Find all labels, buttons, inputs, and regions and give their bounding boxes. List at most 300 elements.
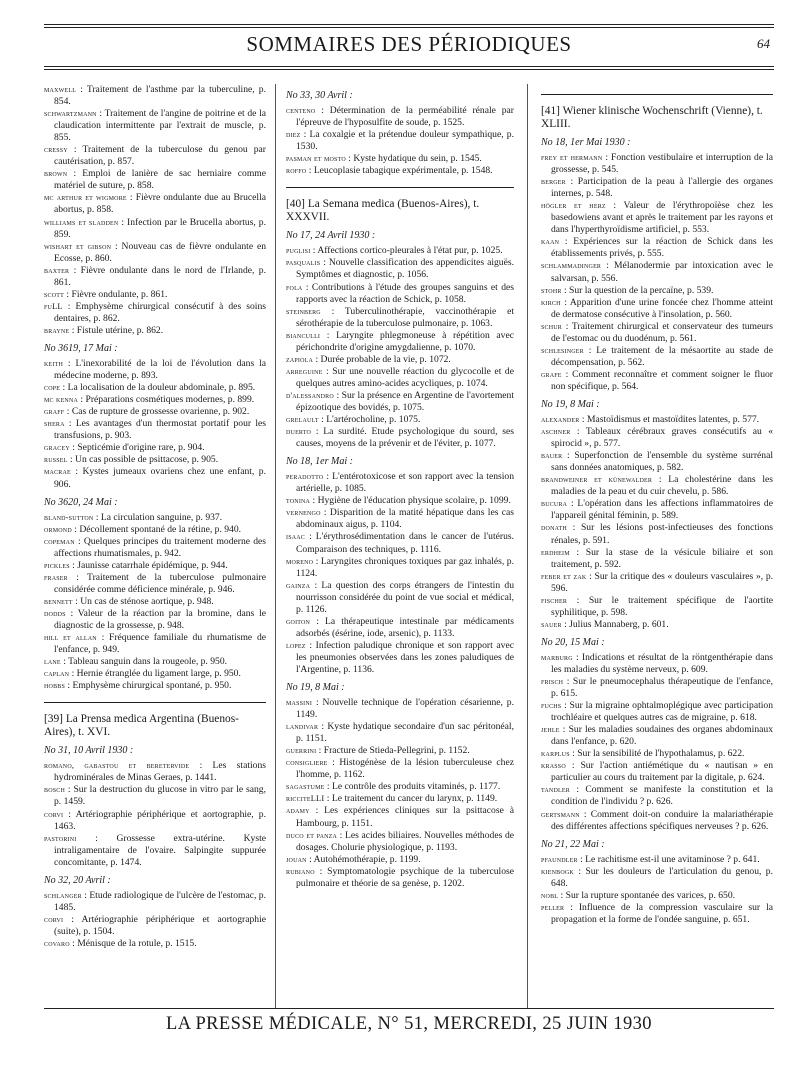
entry-author: isaac [286, 532, 306, 542]
entry-author: maxwell [44, 85, 77, 94]
entry-author: grafe [541, 369, 562, 379]
entry-title: Les stations hydrominérales de Minas Geraes, p. 1441. [54, 760, 266, 784]
entry-title: Nouvelle classification des appendicites aiguës. Symptômes et diagnostic, p. 1056. [296, 257, 514, 281]
summary-entry: goiton : La thérapeutique intestinale par médicaments adsorbés (ésérine, iode, arsenic), p. 1133. [286, 615, 514, 639]
journal-title: [41] Wiener klinische Wochenschrift (Vienne), t. XLIII. [541, 105, 763, 130]
summary-entry: centeno : Détermination de la perméabilité rénale par l'épreuve de l'hyposulfite de soude, p. 1525. [286, 105, 514, 129]
entry-author: adamy [286, 806, 310, 816]
summary-entry: kirch : Apparition d'une urine foncée chez l'homme atteint de dermatose consécutive à l'insolation, p. 560. [541, 296, 773, 320]
entry-title: Jaunisse catarrhale épidémique, p. 944. [77, 559, 228, 571]
entry-title: Sur la question de la percaïne, p. 539. [569, 284, 714, 296]
entry-title: Infection paludique chronique et son rapport avec les pneumonies observées dans les zones paludiques de l'Argentine, p. 1136. [296, 639, 514, 675]
entry-author: bennett [44, 596, 73, 606]
entry-author: stohr [541, 285, 562, 295]
entry-title: Les avantages d'un thermostat portatif pour les transfusions, p. 903. [54, 418, 266, 442]
summary-entry: macrae : Kystes jumeaux ovariens chez une enfant, p. 906. [44, 466, 266, 490]
entry-author: pasqualis [286, 258, 321, 268]
entry-title: Symptomatologie psychique de la tuberculose pulmonaire et théorie de sa genèse, p. 1202. [296, 865, 514, 889]
entry-title: Sur la destruction du glucose in vitro par le sang, p. 1459. [54, 784, 266, 808]
entry-author: fuLL [44, 301, 63, 311]
issue-heading: No 17, 24 Avril 1930 : [286, 230, 376, 242]
summary-entry: gracey : Septicémie d'origine rare, p. 904. [44, 442, 205, 454]
summary-entry: scott : Fièvre ondulante, p. 861. [44, 288, 168, 300]
entry-author: kienbogk [541, 866, 574, 876]
summary-entry: krasso : Sur l'action antiémétique du « nautisan » en particulier au cours du traitement par la digitale, p. 624. [541, 760, 773, 784]
summary-entry: lane : Tableau sanguin dans la rougeole, p. 950. [44, 656, 228, 668]
entry-title: Kystes jumeaux ovariens chez une enfant, p. 906. [54, 466, 266, 490]
summary-entry: kaan : Expériences sur la réaction de Schick dans les établissements privés, p. 555. [541, 236, 773, 260]
summary-entry: karplus : Sur la sensibilité de l'hypothalamus, p. 622. [541, 748, 745, 760]
header-rule-bottom [44, 66, 774, 67]
entry-author: schlammadinger [541, 261, 602, 271]
journal-title: [39] La Prensa medica Argentina (Buenos-Aires), t. XVI. [44, 713, 239, 739]
entry-author: corvi [44, 914, 64, 924]
entry-author: högler et herz [541, 201, 606, 211]
entry-author: tandler [541, 785, 570, 795]
entry-title: Influence de la compression vasculaire sur la propagation et la forme de l'ondée sanguine, p. 651. [551, 901, 773, 925]
entry-author: sauer [541, 619, 562, 629]
entry-title: Fièvre ondulante dans le nord de l'Irlande, p. 861. [54, 264, 267, 288]
entry-author: zapiola [286, 354, 314, 364]
entry-author: russel [44, 455, 68, 465]
entry-title: Cas de rupture de grossesse ovarienne, p. 902. [71, 406, 250, 418]
entry-title: Tableau sanguin dans la rougeole, p. 950. [68, 656, 228, 668]
entry-title: Affections cortico-pleurales à l'état pur, p. 1025. [317, 245, 503, 257]
entry-author: nobl [541, 890, 559, 900]
entry-author: cope [44, 383, 61, 393]
entry-title: Indications et résultat de la röntgenthérapie dans les maladies du système nerveux, p. 609. [551, 651, 773, 675]
entry-title: Sur les maladies soudaines des organes abdominaux dans l'enfance, p. 620. [551, 724, 774, 748]
entry-author: peller [541, 902, 565, 912]
summary-entry: gainza : La question des corps étrangers de l'intestin du nourrisson considérée du point de vue social et médical, p. 1126. [286, 579, 514, 615]
entry-title: Participation de la peau à l'allergie des organes internes, p. 548. [551, 176, 773, 200]
entry-title: Emphysème chirurgical consécutif à des soins dentaires, p. 862. [54, 300, 266, 324]
entry-title: Grossesse extra-utérine. Kyste intraligamentaire de l'ovaire. Salpingite suppurée concomitante, p. 1474. [54, 832, 266, 868]
summary-entry: fischer : Sur le traitement spécifique de l'aortite syphilitique, p. 598. [541, 594, 773, 618]
summary-entry: sagastume : Le contrôle des produits vitaminés, p. 1177. [286, 781, 501, 793]
entry-title: Préparations cosmétiques modernes, p. 899. [85, 394, 255, 406]
summary-entry: sauer : Julius Mannaberg, p. 601. [541, 618, 669, 630]
entry-author: grelault [286, 415, 319, 425]
summary-entry: lopez : Infection paludique chronique et son rapport avec les pneumonies observées dans les zones paludiques de l'Argentine, p. 1136. [286, 639, 514, 675]
entry-title: Sur les douleurs de l'articulation du genou, p. 648. [551, 865, 773, 889]
entry-title: Fièvre ondulante, p. 861. [71, 288, 168, 300]
entry-author: krasso [541, 761, 566, 771]
summary-entry: tonina : Hygiène de l'éducation physique scolaire, p. 1099. [286, 495, 511, 507]
entry-title: Emphysème chirurgical spontané, p. 950. [72, 680, 232, 692]
entry-title: Durée probable de la vie, p. 1072. [320, 353, 451, 365]
summary-entry: brandweiner et künewalder : La cholestérine dans les maladies de la peau et du cuir chevelu, p. 586. [541, 474, 774, 498]
entry-author: diez [286, 130, 301, 140]
entry-author: pfaundler [541, 854, 578, 864]
summary-entry: puglisi : Affections cortico-pleurales à l'état pur, p. 1025. [286, 245, 503, 257]
summary-entry: pasman et mosto : Kyste hydatique du sein, p. 1545. [286, 153, 482, 165]
summary-entry: ormond : Décollement spontané de la rétine, p. 940. [44, 523, 242, 535]
summary-entry: marburg : Indications et résultat de la röntgenthérapie dans les maladies du système nerveux, p. 609. [541, 651, 773, 675]
entry-title: Sur la rupture spontanée des varices, p. 650. [565, 889, 736, 901]
entry-title: Contributions à l'étude des groupes sanguins et des rapports avec la réaction de Schick, p. 1058. [296, 281, 514, 305]
summary-entry: frisch : Sur le pneumocephalus thérapeutique de l'enfance, p. 615. [541, 676, 773, 700]
entry-author: romano, gabastou et beretervide [44, 761, 190, 771]
summary-entry: grafe : Comment reconnaître et comment soigner le fluor non spécifique, p. 564. [541, 368, 773, 392]
column-divider [275, 84, 276, 1008]
entry-title: Un cas de sténose aortique, p. 948. [80, 595, 214, 607]
summary-entry: fuLL : Emphysème chirurgical consécutif à des soins dentaires, p. 862. [44, 300, 266, 324]
summary-entry: gertsmann : Comment doit-on conduire la malariathérapie des différentes affections spécifiques nerveuses ? p. 626. [541, 808, 773, 832]
summary-entry: erdheim : Sur la stase de la vésicule biliaire et son traitement, p. 592. [541, 546, 774, 570]
summary-entry: peller : Influence de la compression vasculaire sur la propagation et la forme de l'ondée sanguine, p. 651. [541, 901, 773, 925]
entry-title: Traitement chirurgical et conservateur des tumeurs de l'estomac ou du duodénum, p. 561. [551, 320, 773, 344]
entry-title: Tuberculinothérapie, vaccinothérapie et sérothérapie de la tuberculose pulmonaire, p. 1063. [296, 305, 514, 329]
summary-entry: stohr : Sur la question de la percaïne, p. 539. [541, 284, 714, 296]
entry-title: Hygiène de l'éducation physique scolaire, p. 1099. [317, 495, 511, 507]
summary-entry: shera : Les avantages d'un thermostat portatif pour les transfusions, p. 903. [44, 418, 266, 442]
entry-title: La question des corps étrangers de l'intestin du nourrisson considérée du point de vue social et médical, p. 1126. [296, 579, 514, 615]
summary-entry: peradotto : L'entérotoxicose et son rapport avec la tension artérielle, p. 1085. [286, 471, 514, 495]
journal-section [286, 187, 514, 224]
summary-entry: ricciteLLI : Le traitement du cancer du larynx, p. 1149. [286, 793, 498, 805]
entry-title: Laryngite phlegmoneuse à répétition avec périchondrite d'origine amygdalienne, p. 1070. [296, 329, 514, 353]
entry-author: brown [44, 169, 68, 179]
summary-entry: högler et herz : Valeur de l'érythropoïèse chez les basedowiens avant et après le traitement par les rayons et dans l'hyperthyroïdisme artificiel, p. 553. [541, 200, 773, 236]
entry-author: baxter [44, 265, 70, 275]
entry-author: brayne [44, 325, 70, 335]
issue-heading: No 19, 8 Mai : [541, 398, 600, 410]
entry-title: Disparition de la matité hépatique dans les cas abdominaux aigus, p. 1104. [296, 507, 514, 531]
entry-title: Leucoplasie tabagique expérimentale, p. 1548. [313, 165, 493, 177]
summary-entry: fuchs : Sur la migraine ophtalmoplégique avec participation trochléaire et quelques autres cas de migraine, p. 618. [541, 700, 773, 724]
summary-entry: mc kenna : Préparations cosmétiques modernes, p. 899. [44, 394, 255, 406]
entry-title: Septicémie d'origine rare, p. 904. [77, 442, 205, 454]
summary-entry: kienbogk : Sur les douleurs de l'articulation du genou, p. 648. [541, 865, 773, 889]
entry-author: vernengo [286, 508, 321, 518]
summary-entry: aschner : Tableaux cérébraux graves consécutifs au « spirocid », p. 577. [541, 426, 774, 450]
page-number: 64 [757, 36, 770, 51]
summary-entry: steinberg : Tuberculinothérapie, vaccinothérapie et sérothérapie de la tuberculose pulmonaire, p. 1063. [286, 305, 514, 329]
entry-author: d'alessandro [286, 390, 334, 400]
summary-entry: consigliere : Histogénèse de la lésion tuberculeuse chez l'homme, p. 1162. [286, 757, 514, 781]
entry-title: La surdité. Etude psychologique du sourd, ses causes, moyens de la prévenir et de l'éviter, p. 1077. [296, 426, 514, 450]
entry-title: Comment reconnaître et comment soigner le fluor non spécifique, p. 564. [551, 368, 773, 392]
entry-author: gracey [44, 443, 70, 453]
summary-entry: landivar : Kyste hydatique secondaire d'un sac péritonéal, p. 1151. [286, 721, 514, 745]
entry-title: Ménisque de la rotule, p. 1515. [77, 938, 197, 949]
entry-title: L'entérotoxicose et son rapport avec la tension artérielle, p. 1085. [296, 471, 514, 495]
page-title: SOMMAIRES DES PÉRIODIQUES [246, 32, 572, 56]
entry-author: fuchs [541, 701, 562, 711]
issue-heading: No 3619, 17 Mai : [44, 342, 118, 354]
entry-author: erdheim [541, 547, 570, 557]
entry-author: bland-sutton [44, 512, 94, 522]
entry-title: La coxalgie et la prétendue douleur sympathique, p. 1530. [296, 129, 514, 153]
summary-entry: hobbs : Emphysème chirurgical spontané, p. 950. [44, 680, 232, 692]
entry-author: schlesinger [541, 345, 584, 355]
entry-title: La localisation de la douleur abdominale, p. 895. [67, 382, 256, 394]
entry-author: ricciteLLI [286, 794, 325, 804]
summary-entry: pickles : Jaunisse catarrhale épidémique, p. 944. [44, 559, 228, 571]
summary-entry: covaro : Ménisque de la rotule, p. 1515. [44, 938, 197, 949]
summary-entry: brayne : Fistule utérine, p. 862. [44, 324, 164, 336]
summary-entry: frey et hermann : Fonction vestibulaire et interruption de la grossesse, p. 545. [541, 152, 773, 176]
entry-title: Traitement de l'asthme par la tuberculine, p. 854. [54, 84, 266, 108]
entry-author: hobbs [44, 681, 66, 691]
entry-author: ormond [44, 524, 72, 534]
entry-author: berger [541, 177, 566, 187]
summary-entry: bennett : Un cas de sténose aortique, p. 948. [44, 595, 214, 607]
entry-title: Laryngites chroniques toxiques par gaz inhalés, p. 1124. [296, 555, 515, 579]
entry-title: Kyste hydatique du sein, p. 1545. [353, 153, 482, 165]
entry-title: L'érythrosédimentation dans le cancer de l'utérus. Comparaison des techniques, p. 1116. [296, 531, 514, 555]
journal-section [44, 702, 266, 739]
entry-author: kirch [541, 297, 561, 307]
issue-heading: No 19, 8 Mai : [286, 682, 345, 694]
entry-title: Fièvre ondulante due au Brucella abortus, p. 858. [54, 192, 267, 216]
header-rule-top-thin [44, 27, 774, 28]
entry-title: Infection par le Brucella abortus, p. 859. [54, 216, 266, 240]
entry-author: shera [44, 419, 65, 429]
summary-entry: hill et allan : Fréquence familiale du rhumatisme de l'enfance, p. 949. [44, 632, 266, 656]
summary-entry: bucura : L'opération dans les affections inflammatoires de l'appareil génital féminin, p. 589. [541, 498, 773, 522]
summary-entry: bauer : Superfonction de l'ensemble du système surrénal sans données anatomiques, p. 582. [541, 450, 773, 474]
summary-entry: zapiola : Durée probable de la vie, p. 1072. [286, 353, 451, 365]
entry-author: karplus [541, 749, 570, 759]
entry-title: Sur le pneumocephalus thérapeutique de l'enfance, p. 615. [551, 676, 773, 700]
issue-heading: No 20, 15 Mai : [541, 636, 605, 648]
summary-entry: massini : Nouvelle technique de l'opération césarienne, p. 1149. [286, 697, 515, 721]
entry-author: mc arthur et wigmore [44, 193, 127, 203]
header-rule-bottom-thin [44, 69, 774, 70]
header-rule-top [44, 24, 774, 25]
entry-author: sagastume [286, 782, 325, 792]
summary-entry: bosch : Sur la destruction du glucose in vitro par le sang, p. 1459. [44, 784, 266, 808]
entry-author: goiton [286, 616, 311, 626]
summary-entry: pastorini : Grossesse extra-utérine. Kyste intraligamentaire de l'ovaire. Salpingite suppurée concomitante, p. 1474. [44, 832, 266, 868]
summary-entry: diez : La coxalgie et la prétendue douleur sympathique, p. 1530. [286, 129, 514, 153]
summary-entry: williams et sladden : Infection par le Brucella abortus, p. 859. [44, 216, 266, 240]
entry-author: pasman et mosto [286, 154, 346, 164]
entry-title: Valeur de l'érythropoïèse chez les basedowiens avant et après le traitement par les rayons et dans l'hyperthyroïdisme artificiel, p. 553. [551, 200, 773, 236]
entry-author: mc kenna [44, 395, 79, 405]
entry-author: jouan [286, 854, 307, 864]
summary-entry: cressy : Traitement de la tuberculose du genou par cautérisation, p. 857. [44, 144, 266, 168]
entry-author: bucura [541, 499, 568, 509]
summary-entry: graff : Cas de rupture de grossesse ovarienne, p. 902. [44, 406, 250, 418]
entry-title: Artériographie périphérique et aortographie (suite), p. 1504. [54, 913, 266, 937]
entry-author: kaan [541, 237, 560, 247]
entry-title: Emploi de lanière de sac herniaire comme matériel de suture, p. 858. [54, 168, 266, 192]
issue-heading: No 33, 30 Avril : [286, 90, 353, 101]
summary-entry: caplan : Hernie étranglée du ligament large, p. 950. [44, 668, 241, 680]
summary-entry: feber et zak : Sur la critique des « douleurs vasculaires », p. 596. [541, 570, 774, 594]
entry-author: schwartzmann [44, 109, 97, 119]
entry-title: Décollement spontané de la rétine, p. 940. [79, 523, 242, 535]
entry-title: Sur la présence en Argentine de l'avortement épizootique des bovidés, p. 1075. [296, 389, 515, 413]
entry-author: bosch [44, 785, 66, 795]
entry-author: lane [44, 657, 61, 667]
summary-entry: berger : Participation de la peau à l'allergie des organes internes, p. 548. [541, 176, 773, 200]
entry-title: Mastoïdismus et mastoïdites latentes, p. 577. [586, 414, 760, 426]
entry-author: gertsmann [541, 809, 580, 819]
entry-author: massini [286, 698, 313, 708]
footer-rule [44, 1008, 774, 1009]
entry-title: L'artérocholine, p. 1075. [326, 414, 421, 426]
entry-author: centeno [286, 106, 316, 116]
issue-heading: No 18, 1er Mai : [286, 456, 353, 468]
entry-title: Comment se manifeste la constitution et la condition de l'individu ? p. 626. [551, 784, 773, 808]
entry-title: Détermination de la perméabilité rénale par l'épreuve de l'hyposulfite de soude, p. 1525. [296, 105, 514, 129]
entry-author: wishart et gibson [44, 241, 112, 251]
summary-entry: copeman : Quelques principes du traitement moderne des affections rhumatismales, p. 942. [44, 535, 267, 559]
summary-entry: brown : Emploi de lanière de sac herniaire comme matériel de suture, p. 858. [44, 168, 266, 192]
entry-title: Fistule utérine, p. 862. [76, 324, 164, 336]
summary-entry: adamy : Les expériences cliniques sur la psittacose à Hambourg, p. 1151. [286, 805, 514, 829]
entry-author: aschner [541, 427, 571, 437]
summary-entry: alexander : Mastoïdismus et mastoïdites latentes, p. 577. [541, 414, 760, 426]
entry-title: La thérapeutique intestinale par médicaments adsorbés (ésérine, iode, arsenic), p. 1133. [296, 615, 514, 639]
entry-author: duerto [286, 427, 312, 437]
entry-title: Apparition d'une urine foncée chez l'homme atteint de dermatose consécutive à l'insolation, p. 560. [551, 296, 773, 320]
summary-entry: dodds : Valeur de la réaction par la bromine, dans le diagnostic de la grossesse, p. 948. [44, 607, 267, 632]
entry-title: Traitement de l'angine de poitrine et de la claudication intermittente par l'extrait de muscle, p. 855. [54, 108, 266, 144]
entry-author: frey et hermann [541, 153, 603, 163]
entry-title: Traitement de la tuberculose du genou par cautérisation, p. 857. [54, 144, 266, 168]
journal-title: [40] La Semana medica (Buenos-Aires), t. XXXVII. [286, 198, 480, 224]
entry-author: lopez [286, 640, 306, 650]
entry-title: Sur la stase de la vésicule biliaire et son traitement, p. 592. [551, 546, 774, 570]
entry-title: Mélanodermie par intoxication avec le salvarsan, p. 556. [551, 260, 773, 284]
summary-entry: russel : Un cas possible de psittacose, p. 905. [44, 454, 219, 466]
entry-title: L'opération dans les affections inflammatoires de l'appareil génital féminin, p. 589. [551, 498, 773, 522]
summary-entry: cope : La localisation de la douleur abdominale, p. 895. [44, 382, 256, 394]
entry-title: Kyste hydatique secondaire d'un sac péritonéal, p. 1151. [296, 721, 514, 745]
journal-section [541, 94, 773, 131]
entry-title: Un cas possible de psittacose, p. 905. [75, 454, 219, 466]
entry-title: Etude radiologique de l'ulcère de l'estomac, p. 1485. [54, 889, 266, 913]
footer-text: LA PRESSE MÉDICALE, N° 51, MERCREDI, 25 JUIN 1930 [166, 1014, 652, 1034]
entry-title: Sur une nouvelle réaction du glycocolle et de quelques autres amino-acides acycliques, p. 1074. [296, 365, 514, 389]
entry-author: fischer [541, 595, 568, 605]
entry-author: roffo [286, 166, 307, 176]
entry-author: schlanger [44, 890, 82, 900]
issue-heading: No 18, 1er Mai 1930 : [541, 137, 631, 148]
entry-author: moreno [286, 556, 314, 566]
entry-author: pickles [44, 560, 70, 570]
entry-author: guerrini [286, 746, 317, 756]
summary-entry: isaac : L'érythrosédimentation dans le cancer de l'utérus. Comparaison des techniques, p. 1116. [286, 531, 514, 555]
summary-entry: donath : Sur les lésions post-infectieuses des fonctions rénales, p. 591. [541, 522, 774, 546]
summary-entry: corvi : Artériographie périphérique et aortographie, p. 1463. [44, 808, 267, 832]
summary-entry: vernengo : Disparition de la matité hépatique dans les cas abdominaux aigus, p. 1104. [286, 507, 514, 531]
summary-entry: jouan : Autohémothérapie, p. 1199. [286, 853, 421, 865]
entry-title: Le traitement de la mésaortite au stade de décompensation, p. 562. [551, 344, 773, 368]
entry-author: landivar [286, 722, 319, 732]
entry-title: Sur le traitement spécifique de l'aortite syphilitique, p. 598. [551, 594, 773, 618]
entry-title: Expériences sur la réaction de Schick dans les établissements privés, p. 555. [551, 236, 773, 260]
summary-entry: grelault : L'artérocholine, p. 1075. [286, 414, 421, 426]
entry-title: Quelques principes du traitement moderne des affections rhumatismales, p. 942. [54, 535, 267, 559]
entry-author: consigliere [286, 758, 328, 768]
entry-title: Hernie étranglée du ligament large, p. 950. [76, 668, 241, 680]
summary-entry: pfaundler : Le rachitisme est-il une avitaminose ? p. 641. [541, 853, 760, 865]
summary-entry: duco et panza : Les acides biliaires. Nouvelles méthodes de dosages. Cholurie physiologique, p. 1193. [286, 829, 514, 853]
entry-title: Julius Mannaberg, p. 601. [569, 618, 669, 630]
entry-author: hill et allan [44, 633, 97, 643]
summary-entry: guerrini : Fracture de Stieda-Pellegrini, p. 1152. [286, 745, 470, 757]
entry-author: scott [44, 289, 65, 299]
entry-title: Tableaux cérébraux graves consécutifs au « spirocid », p. 577. [551, 426, 774, 450]
entry-author: copeman [44, 536, 75, 546]
entry-title: Sur l'action antiémétique du « nautisan » en particulier au cours du traitement par la digitale, p. 624. [551, 760, 773, 784]
entry-author: pastorini [44, 833, 77, 843]
entry-author: cressy [44, 145, 68, 155]
entry-title: Valeur de la réaction par la bromine, dans le diagnostic de la grossesse, p. 948. [54, 607, 267, 632]
entry-author: macrae [44, 467, 71, 477]
entry-author: marburg [541, 652, 573, 662]
summary-entry: schlammadinger : Mélanodermie par intoxication avec le salvarsan, p. 556. [541, 260, 773, 284]
summary-entry: jehle : Sur les maladies soudaines des organes abdominaux dans l'enfance, p. 620. [541, 724, 774, 748]
summary-entry: schlanger : Etude radiologique de l'ulcère de l'estomac, p. 1485. [44, 889, 266, 913]
summary-entry: tandler : Comment se manifeste la constitution et la condition de l'individu ? p. 626. [541, 784, 773, 808]
entry-title: Fracture de Stieda-Pellegrini, p. 1152. [323, 745, 470, 757]
issue-heading: No 31, 10 Avril 1930 : [44, 745, 134, 757]
summary-entry: mc arthur et wigmore : Fièvre ondulante due au Brucella abortus, p. 858. [44, 192, 267, 216]
entry-title: La circulation sanguine, p. 937. [100, 511, 223, 523]
entry-title: Fréquence familiale du rhumatisme de l'enfance, p. 949. [54, 632, 266, 656]
entry-author: jehle [541, 725, 560, 735]
entry-author: fraser [44, 572, 68, 582]
entry-title: Sur les lésions post-infectieuses des fonctions rénales, p. 591. [551, 522, 774, 546]
entry-title: L'inexorabilité de la loi de l'évolution dans la médecine moderne, p. 893. [54, 358, 266, 382]
entry-author: donath [541, 523, 567, 533]
summary-entry: arreguine : Sur une nouvelle réaction du glycocolle et de quelques autres amino-acides acycliques, p. 1074. [286, 365, 514, 389]
entry-author: steinberg [286, 306, 321, 316]
summary-entry: maxwell : Traitement de l'asthme par la tuberculine, p. 854. [44, 84, 266, 108]
entry-author: duco et panza [286, 830, 338, 840]
entry-title: Sur la sensibilité de l'hypothalamus, p. 622. [577, 748, 745, 760]
summary-entry: schwartzmann : Traitement de l'angine de poitrine et de la claudication intermittente par l'extrait de muscle, p. 855. [44, 108, 266, 144]
summary-entry: duerto : La surdité. Etude psychologique du sourd, ses causes, moyens de la prévenir et de l'éviter, p. 1077. [286, 426, 514, 450]
entry-title: Le rachitisme est-il une avitaminose ? p. 641. [585, 853, 760, 865]
entry-author: frisch [541, 677, 564, 687]
entry-author: bianculli [286, 330, 321, 340]
entry-title: Histogénèse de la lésion tuberculeuse chez l'homme, p. 1162. [296, 757, 514, 781]
entry-author: graff [44, 407, 65, 417]
summary-entry: baxter : Fièvre ondulante dans le nord de l'Irlande, p. 861. [44, 264, 267, 288]
issue-heading: No 3620, 24 Mai : [44, 496, 118, 508]
entry-author: keith [44, 359, 63, 369]
summary-entry: romano, gabastou et beretervide : Les stations hydrominérales de Minas Geraes, p. 1441. [44, 760, 266, 784]
entry-title: Comment doit-on conduire la malariathérapie des différentes affections spécifiques nerveuses ? p. 626. [551, 808, 773, 832]
summary-entry: schlesinger : Le traitement de la mésaortite au stade de décompensation, p. 562. [541, 344, 773, 368]
entry-author: puglisi [286, 246, 311, 256]
column-middle [286, 84, 514, 890]
entry-title: Superfonction de l'ensemble du système surrénal sans données anatomiques, p. 582. [551, 450, 773, 474]
summary-entry: schur : Traitement chirurgical et conservateur des tumeurs de l'estomac ou du duodénum, p. 561. [541, 320, 773, 344]
summary-entry: fraser : Traitement de la tuberculose pulmonaire considérée comme déficience minérale, p. 946. [44, 571, 266, 595]
entry-author: feber et zak [541, 571, 587, 581]
column-right [541, 84, 773, 926]
entry-author: covaro [44, 939, 70, 948]
entry-title: Les acides biliaires. Nouvelles méthodes de dosages. Cholurie physiologique, p. 1193. [296, 829, 514, 853]
entry-author: williams et sladden [44, 217, 119, 227]
summary-entry: wishart et gibson : Nouveau cas de fièvre ondulante en Ecosse, p. 860. [44, 240, 266, 264]
entry-title: Sur la migraine ophtalmoplégique avec participation trochléaire et quelques autres cas de migraine, p. 618. [551, 700, 773, 724]
entry-title: Nouvelle technique de l'opération césarienne, p. 1149. [296, 697, 515, 721]
entry-title: Les expériences cliniques sur la psittacose à Hambourg, p. 1151. [296, 805, 514, 829]
entry-title: Le contrôle des produits vitaminés, p. 1177. [331, 781, 501, 793]
entry-title: Traitement de la tuberculose pulmonaire considérée comme déficience minérale, p. 946. [54, 571, 266, 595]
column-left [44, 84, 266, 950]
